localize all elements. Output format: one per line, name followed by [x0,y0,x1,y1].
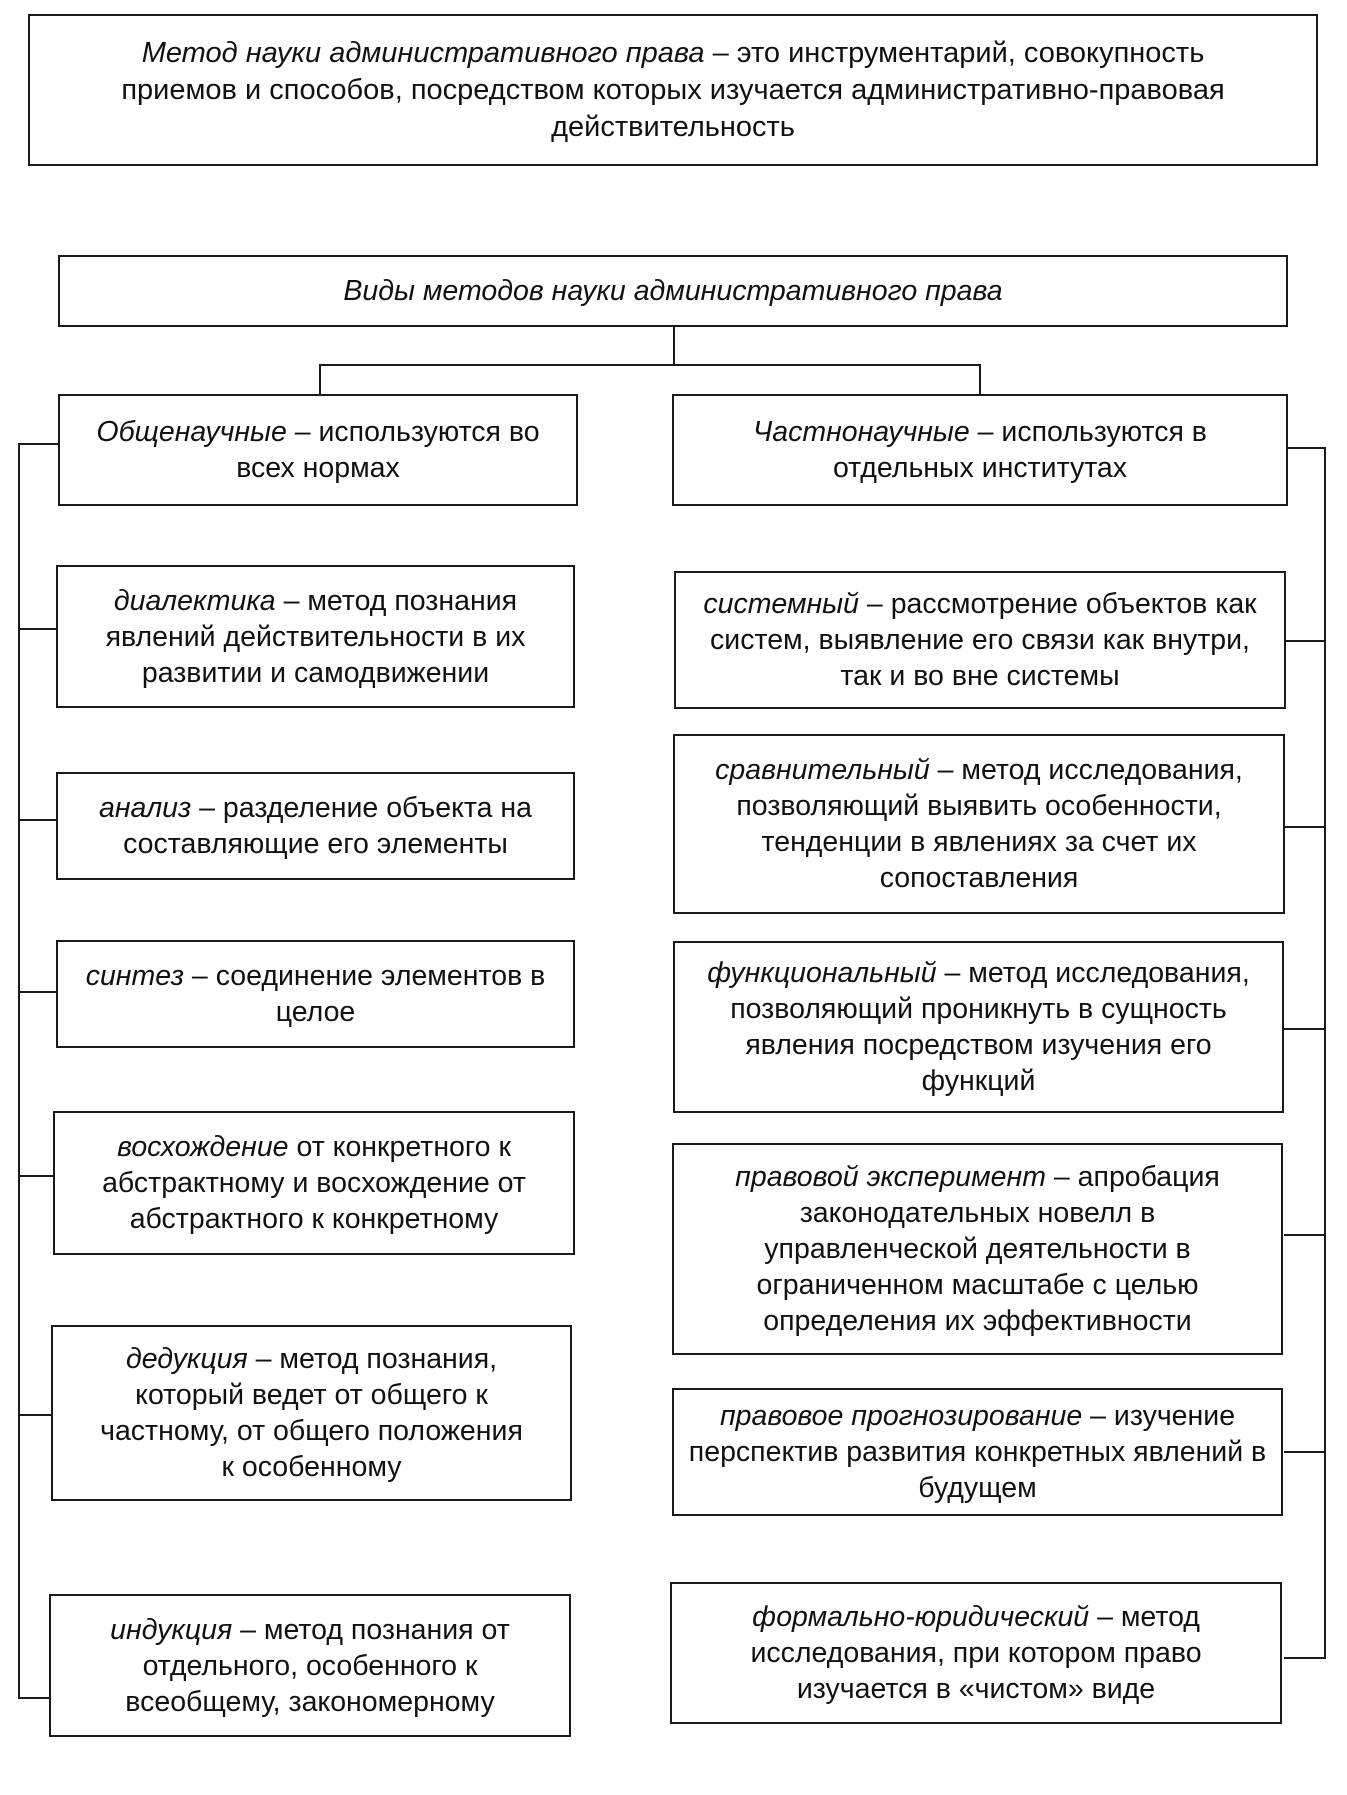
method-text: – метод познания от отдельного, особенного к всеобщему, закономерному [125,1613,510,1718]
method-term: системный [703,588,860,620]
method-text: – метод познания, который ведет от общего к частному, от общего положения к особенному [100,1343,523,1483]
special-method-functional [673,941,1284,1113]
left-tick-1 [18,819,56,821]
special-term: Частнонаучные [753,416,970,448]
method-text: – разделение объекта на составляющие его элементы [123,792,532,860]
method-term: диалектика [113,584,276,617]
method-text: – метод исследования, позволяющий выявить особенности, тенденции в явлениях за счет их сопоставления [736,754,1243,894]
method-term: индукция [110,1613,233,1646]
method-term: синтез [85,960,185,992]
method-term: сравнительный [715,754,930,786]
special-method-legal-experiment [672,1143,1283,1355]
method-term: правовой эксперимент [735,1161,1046,1193]
left-tick-2 [18,991,56,993]
right-tick-3 [1284,1234,1326,1236]
special-method-legal-forecasting [672,1388,1283,1516]
general-term: Общенаучные [96,416,287,448]
connector-branch [319,364,981,366]
special-method-systemic [674,571,1286,709]
general-text: – используются во всех нормах [236,416,540,484]
types-header-box [58,255,1288,327]
left-bracket-vertical [18,443,20,1699]
types-header-text: Виды методов науки административного права [343,275,1003,307]
method-term: дедукция [125,1343,248,1375]
method-text: – изучение перспектив развития конкретных явлений в будущем [688,1400,1267,1504]
left-tick-0 [18,628,56,630]
method-text: – метод исследования, позволяющий проникнуть в сущность явления посредством изучения его функций [730,957,1250,1097]
right-tick-4 [1284,1451,1326,1453]
special-text: – используются в отдельных институтах [832,416,1207,484]
method-text: – апробация законодательных новелл в управленческой деятельности в ограниченном масштабе с целью определения их эффективности [756,1161,1220,1337]
definition-content [90,35,1256,146]
method-term: анализ [99,792,192,824]
left-tick-3 [18,1175,56,1177]
general-method-synthesis [56,940,575,1048]
right-bracket-top [1288,447,1326,449]
method-text: – рассмотрение объектов как систем, выявление его связи как внутри, так и во вне системы [710,588,1257,692]
method-text: – соединение элементов в целое [184,960,546,1028]
connector-to-general [319,364,321,396]
definition-text: – это инструментарий, совокупность приемов и способов, посредством которых изучается административно-правовая действительность [121,36,1225,143]
general-method-induction [49,1594,571,1737]
method-term: формально-юридический [752,1601,1090,1633]
special-category-box [672,394,1288,506]
definition-box [28,14,1318,166]
special-method-comparative [673,734,1285,914]
left-bracket-top [18,443,58,445]
method-text: – метод исследования, при котором право изучается в «чистом» виде [750,1601,1202,1705]
general-category-box [58,394,578,506]
method-term: правовое прогнозирование [719,1400,1083,1432]
connector-header-down [673,327,675,365]
method-text: от конкретного к абстрактному и восхождение от абстрактного к конкретному [102,1131,526,1235]
right-tick-1 [1284,826,1326,828]
right-tick-2 [1284,1028,1326,1030]
connector-to-special [979,364,981,396]
general-method-dialectics [56,565,575,708]
method-term: восхождение [117,1131,289,1163]
right-bracket-vertical [1324,447,1326,1658]
method-term: функциональный [707,957,937,989]
definition-term: Метод науки административного права [141,36,705,69]
general-method-analysis [56,772,575,880]
general-method-ascent [53,1111,575,1255]
right-tick-0 [1284,640,1326,642]
right-tick-5 [1284,1657,1326,1659]
special-method-formal-legal [670,1582,1282,1724]
method-text: – метод познания явлений действительности в их развитии и самодвижении [105,584,526,689]
general-method-deduction [51,1325,572,1501]
